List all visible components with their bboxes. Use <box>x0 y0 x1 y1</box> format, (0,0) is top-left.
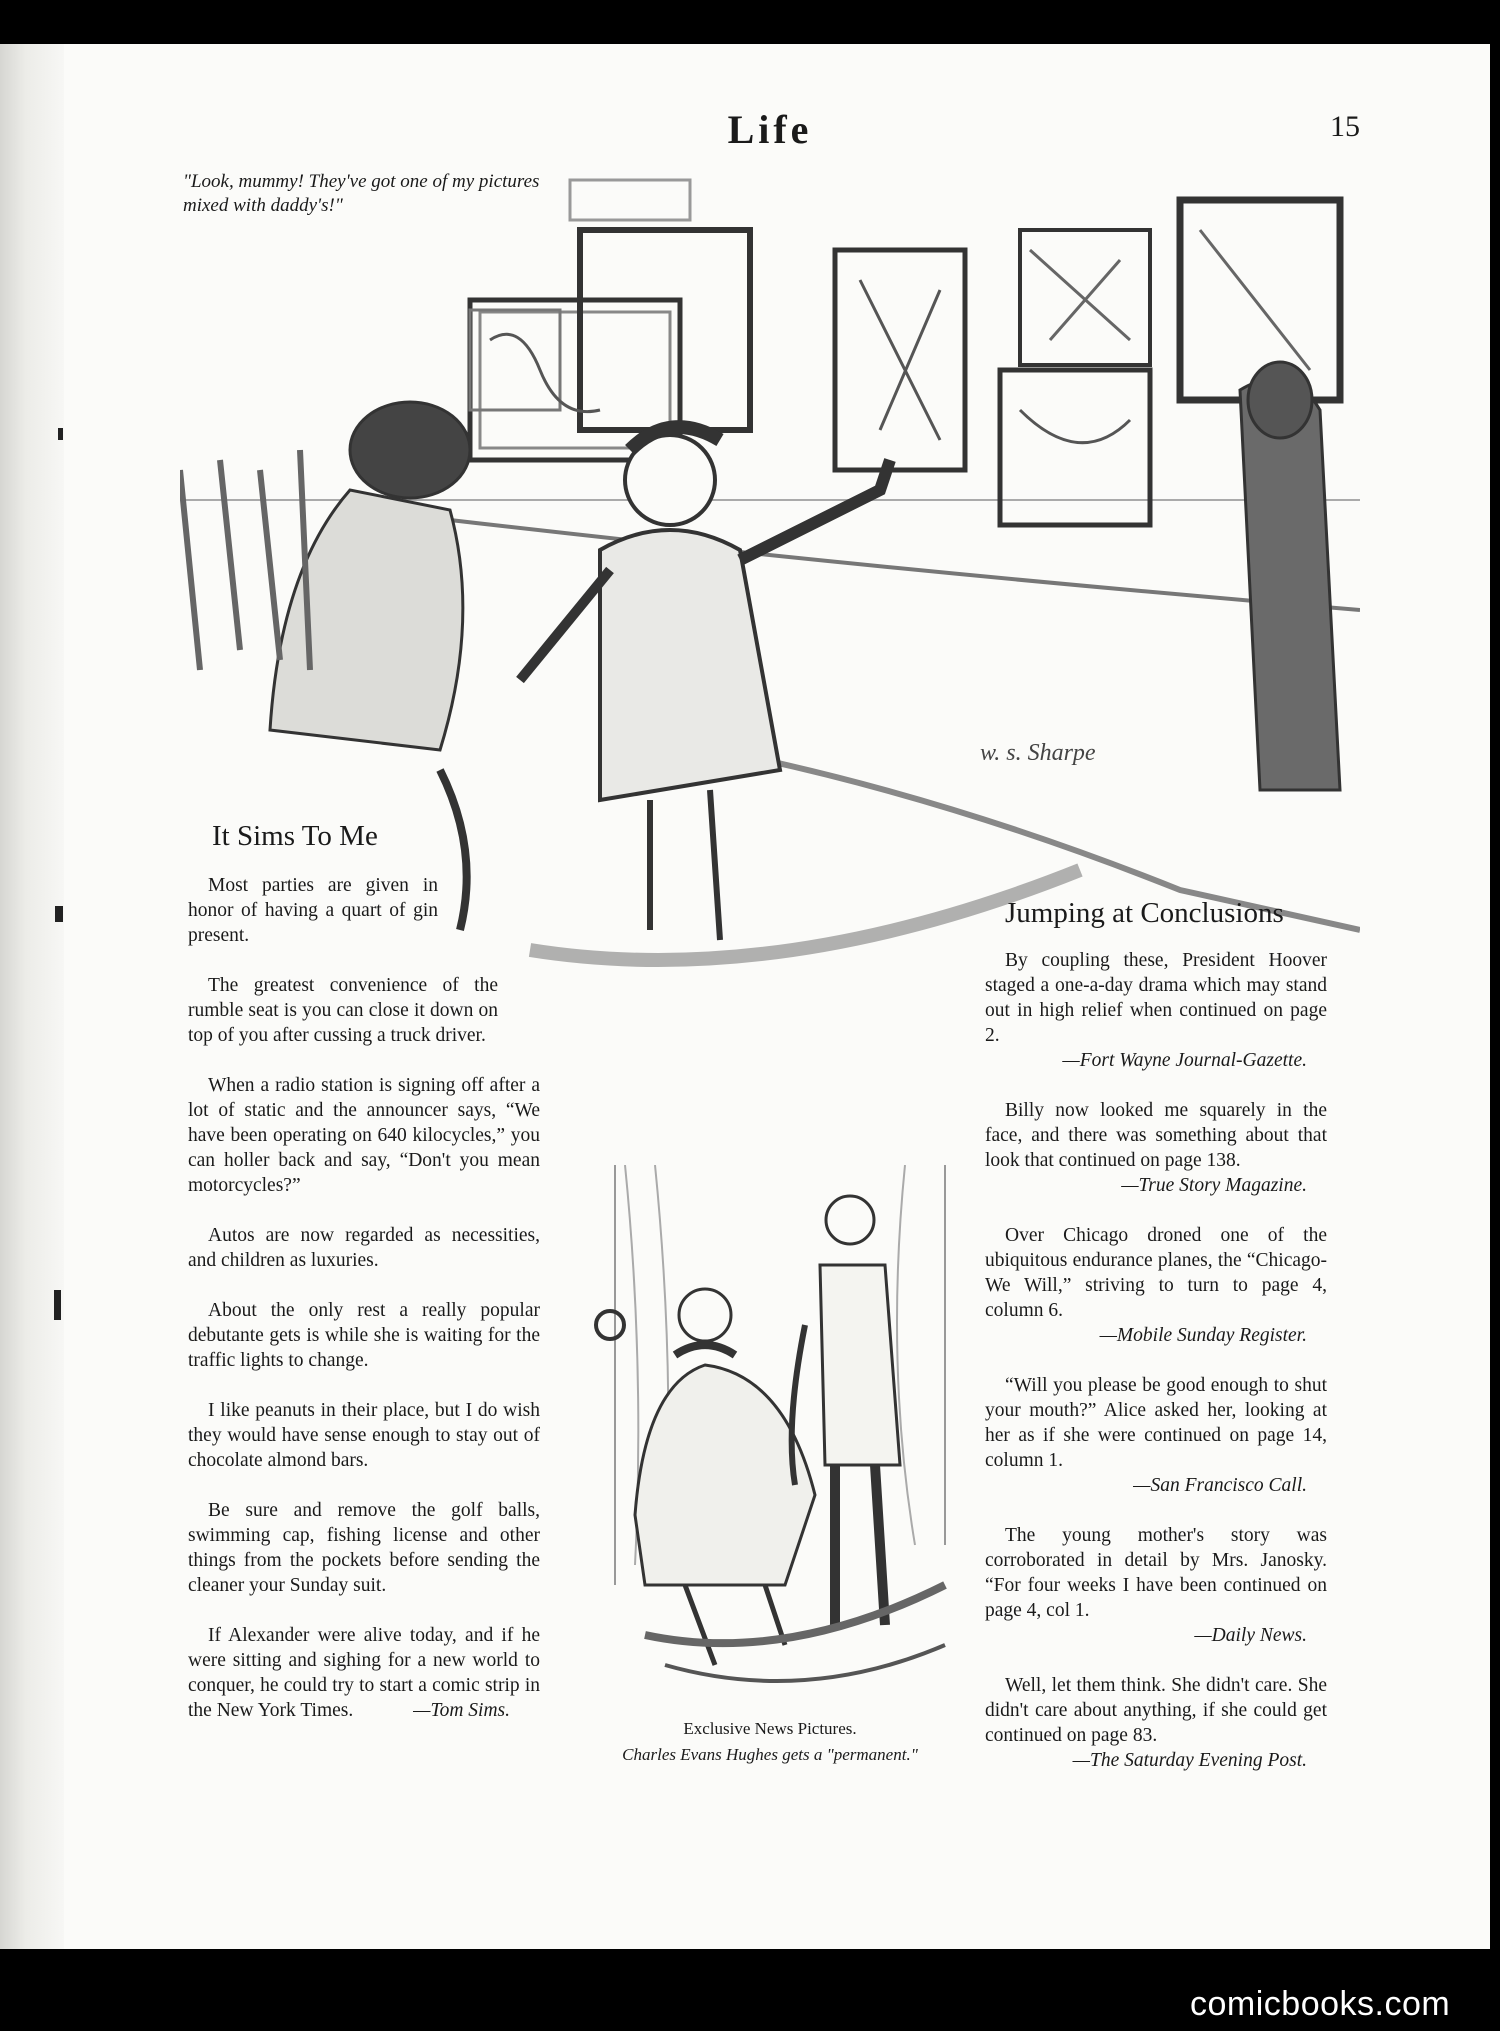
quote-source: —True Story Magazine. <box>1121 1175 1307 1196</box>
barber-cartoon <box>585 1165 965 1705</box>
artist-signature: w. s. Sharpe <box>980 740 1096 766</box>
quote-source: —San Francisco Call. <box>1133 1475 1307 1496</box>
paragraph: Most parties are given in honor of having a quart of gin present. <box>188 875 438 946</box>
cartoon-caption-text: Charles Evans Hughes gets a "permanent." <box>622 1745 918 1764</box>
attribution: —Tom Sims. <box>413 1700 510 1721</box>
quote-text: By coupling these, President Hoover staged a one-a-day drama which may stand out in high relief when continued on page 2. <box>985 950 1327 1046</box>
quote-item <box>985 1523 1327 1648</box>
quote-text: Well, let them think. She didn't care. She didn't care about anything, if she could get continued on page 83. <box>985 1675 1327 1746</box>
quote-source: —Fort Wayne Journal-Gazette. <box>1062 1050 1307 1071</box>
quote-source: —Daily News. <box>1194 1625 1307 1646</box>
photo-credit: Exclusive News Pictures. <box>683 1719 857 1738</box>
quote-source: —Mobile Sunday Register. <box>1099 1325 1307 1346</box>
quote-item <box>985 1373 1327 1498</box>
quote-item <box>985 1673 1327 1773</box>
paragraph-text: If Alexander were alive today, and if he were sitting and sighing for a new world to conquer, he could try to start a comic strip in the New York Times. <box>188 1625 540 1721</box>
bottom-cartoon-caption <box>560 1716 980 1768</box>
cartoon-caption: "Look, mummy! They've got one of my pictures mixed with daddy's!" <box>183 171 540 216</box>
binding-mark <box>55 906 63 922</box>
quote-text: Billy now looked me squarely in the face, and there was something about that look that continued on page 138. <box>985 1100 1327 1171</box>
binding-mark <box>58 428 63 440</box>
paragraph <box>188 1623 540 1723</box>
quote-item <box>985 1223 1327 1348</box>
right-column-heading: Jumping at Conclusions <box>1005 897 1284 929</box>
paragraph: About the only rest a really popular debutante gets is while she is waiting for the traffic lights to change. <box>188 1300 540 1371</box>
paragraph: The greatest convenience of the rumble seat is you can close it down on top of you after cussing a truck driver. <box>188 975 498 1046</box>
watermark: comicbooks.com <box>1190 1985 1451 2023</box>
right-column-text <box>985 948 1327 1798</box>
binding-mark <box>54 1290 61 1320</box>
quote-source: —The Saturday Evening Post. <box>1072 1750 1307 1771</box>
masthead-title: Life <box>727 107 813 152</box>
page-binding <box>0 44 64 1949</box>
quote-text: “Will you please be good enough to shut your mouth?” Alice asked her, looking at her as if she were continued on page 14, column 1. <box>985 1375 1327 1471</box>
paragraph: When a radio station is signing off after a lot of static and the announcer says, “We have been operating on 640 kilocycles,” you can holler back and say, “Don't you mean motorcycles?” <box>188 1075 540 1196</box>
quote-item <box>985 1098 1327 1198</box>
left-column-text <box>188 873 540 1723</box>
paragraph: Autos are now regarded as necessities, and children as luxuries. <box>188 1225 540 1271</box>
page-number: 15 <box>1330 110 1360 143</box>
paragraph: Be sure and remove the golf balls, swimming cap, fishing license and other things from the pockets before sending the cleaner your Sunday suit. <box>188 1500 540 1596</box>
left-column-heading: It Sims To Me <box>212 820 378 852</box>
quote-text: Over Chicago droned one of the ubiquitous endurance planes, the “Chicago-We Will,” striving to turn to page 4, column 6. <box>985 1225 1327 1321</box>
quote-text: The young mother's story was corroborated in detail by Mrs. Janosky. “For four weeks I have been continued on page 4, col 1. <box>985 1525 1327 1621</box>
paragraph: I like peanuts in their place, but I do wish they would have sense enough to stay out of chocolate almond bars. <box>188 1400 540 1471</box>
quote-item <box>985 948 1327 1073</box>
